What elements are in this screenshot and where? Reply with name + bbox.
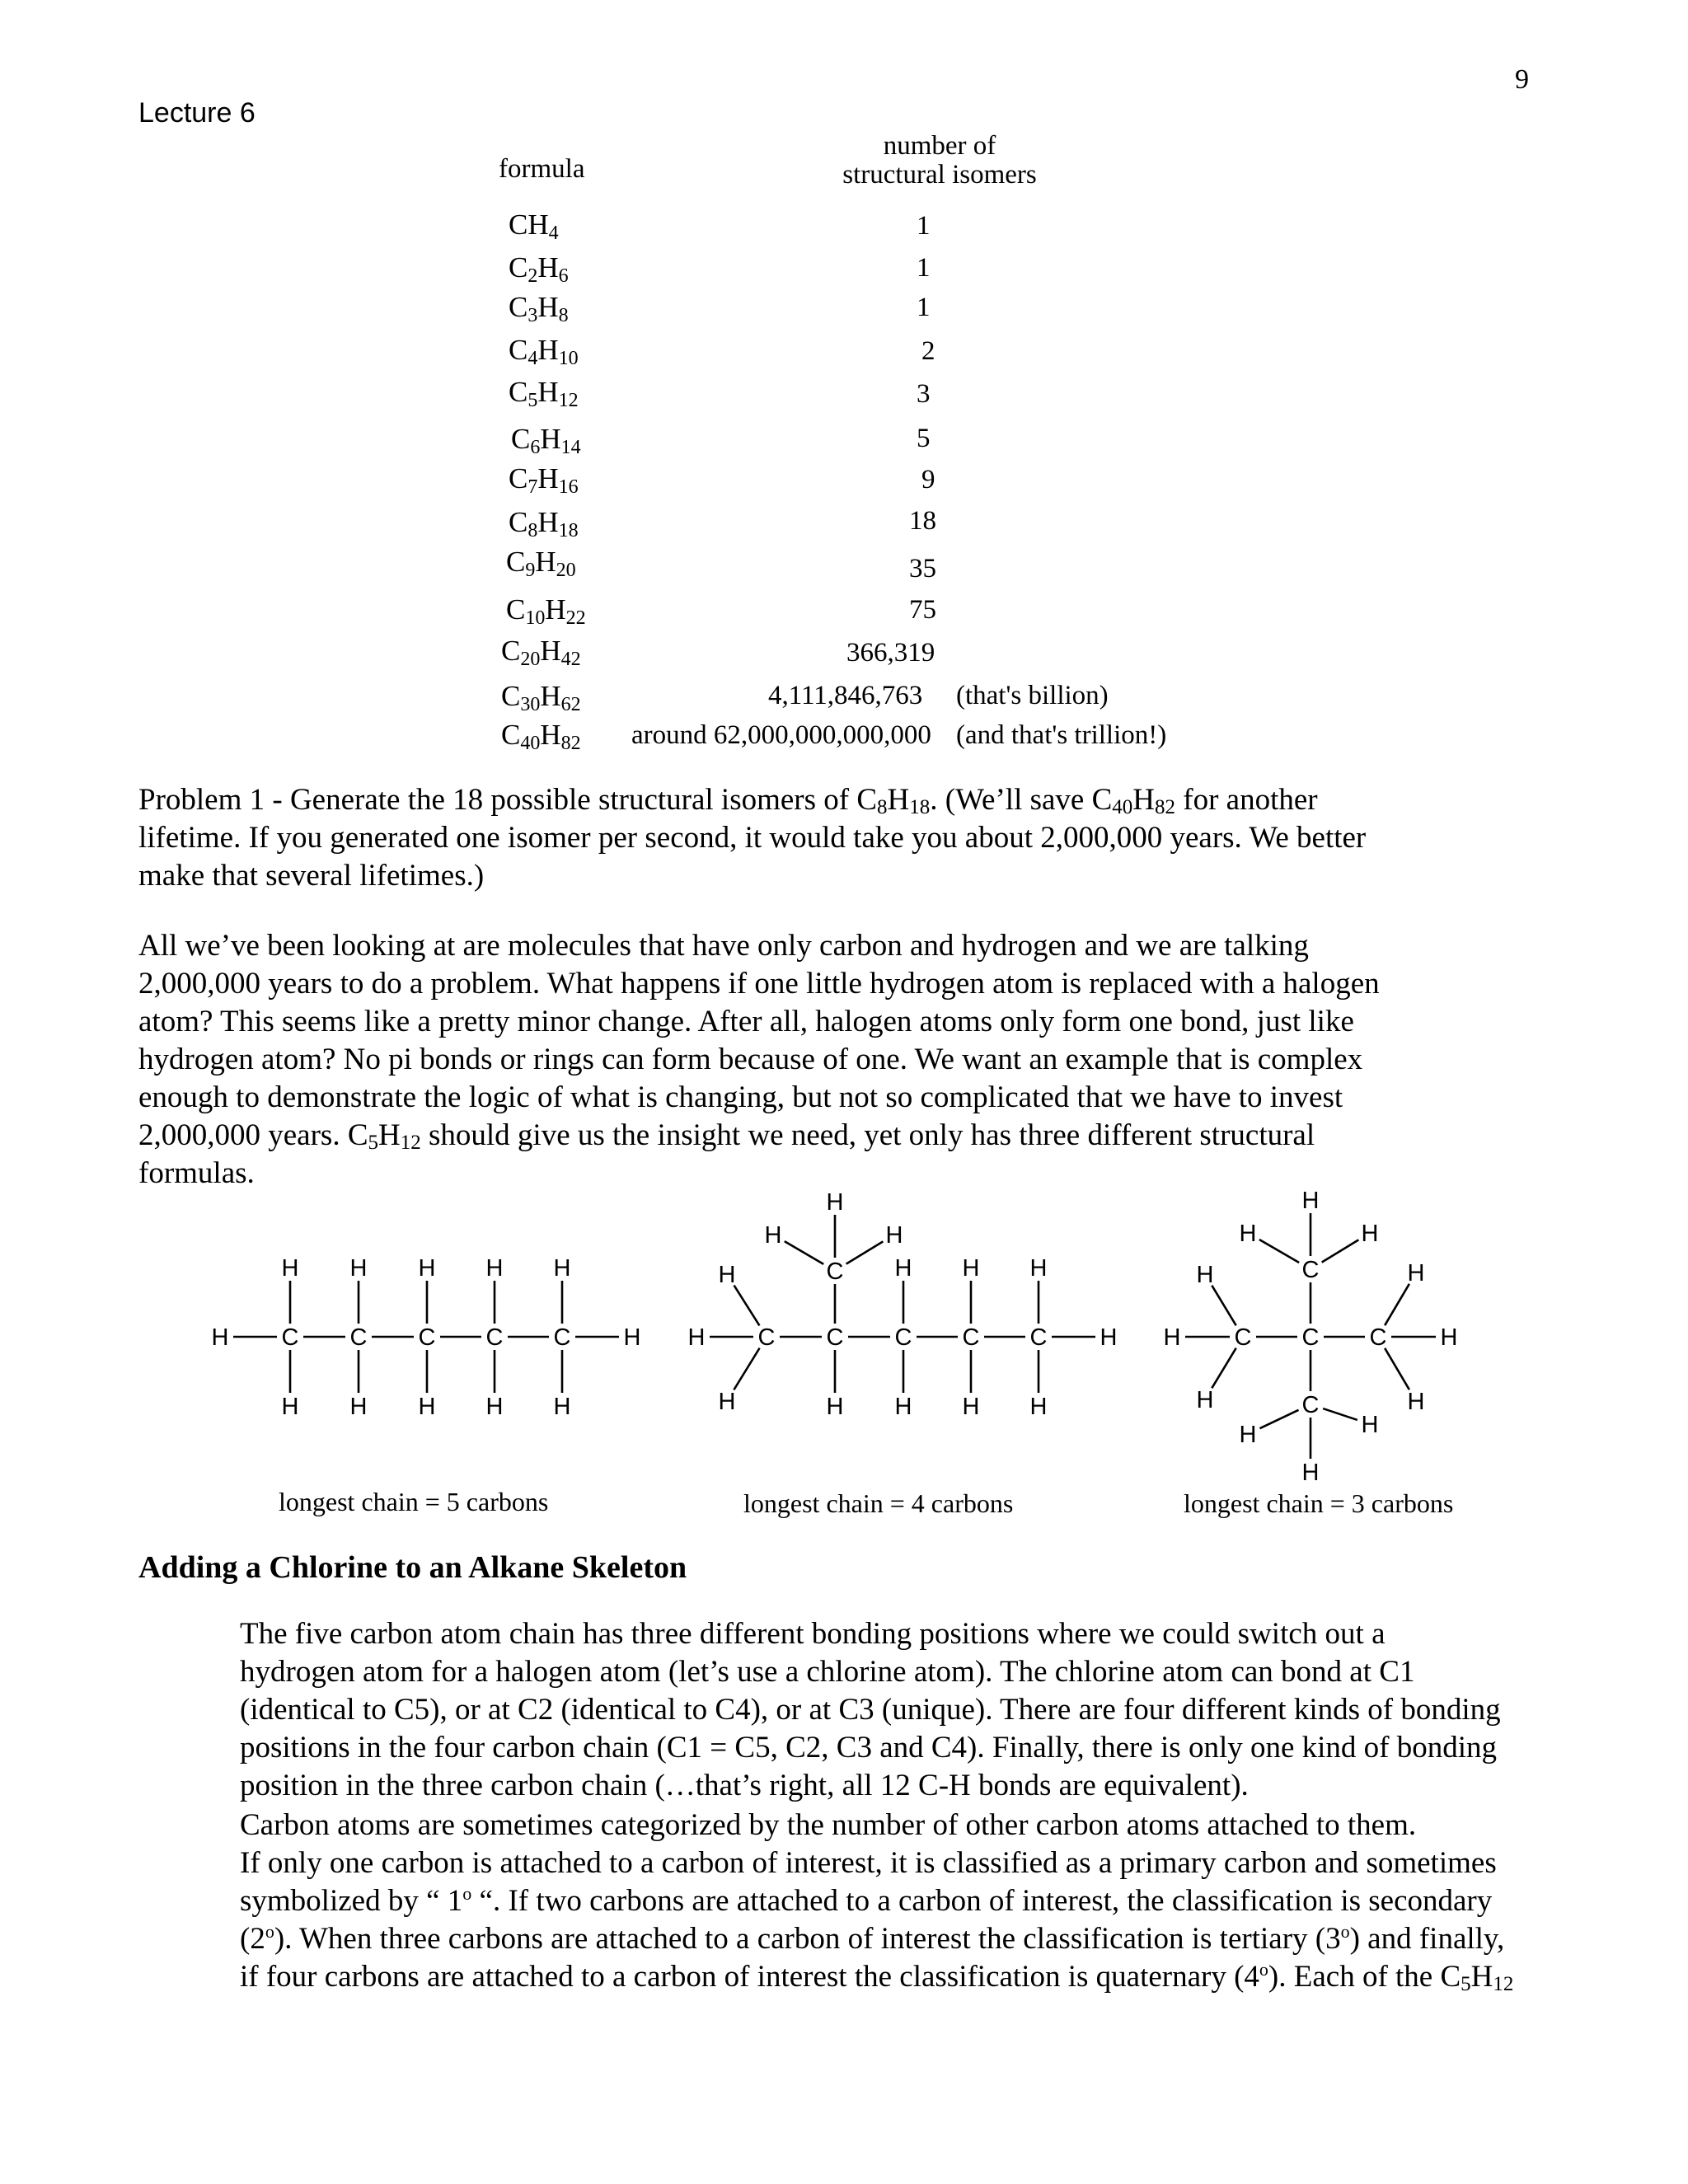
formula-c-subscript: 8: [528, 520, 538, 541]
problem-1-line-3: make that several lifetimes.): [138, 859, 485, 893]
isomer-count: 1: [917, 211, 931, 241]
paragraph-line: enough to demonstrate the logic of what is changing, but not so complicated that we have to invest: [138, 1080, 1343, 1114]
carbon-atom: C: [1301, 1392, 1320, 1418]
formula-c-subscript: 4: [528, 348, 538, 369]
carbon-atom: C: [826, 1324, 844, 1351]
table-header-isomers-line2: structural isomers: [842, 159, 1037, 190]
paragraph-line: hydrogen atom for a halogen atom (let’s use a chlorine atom). The chlorine atom can bond at C1: [240, 1655, 1415, 1689]
formula-cell: [509, 209, 559, 244]
hydrogen-atom: H: [1301, 1188, 1320, 1214]
formula-h-subscript: 42: [560, 649, 581, 670]
formula-c-subscript: 7: [528, 476, 538, 498]
hydrogen-atom: H: [485, 1394, 504, 1420]
hydrogen-atom: H: [718, 1389, 736, 1415]
formula-h-subscript: 22: [565, 607, 586, 629]
isomer-count: 2: [921, 336, 935, 366]
table-header-isomers-line1: number of: [883, 131, 996, 161]
isomer-count: 5: [917, 424, 931, 453]
hydrogen-atom: H: [1239, 1221, 1257, 1247]
formula-carbon: C: [501, 635, 521, 667]
formula-carbon: C: [506, 593, 526, 626]
bond-line: [1212, 1286, 1236, 1326]
carbon-atom: C: [962, 1324, 980, 1351]
bond-line: [785, 1241, 823, 1264]
paragraph-chlorine-positions: [138, 1615, 1531, 1805]
isomer-count: 35: [909, 554, 936, 583]
bond-line: [734, 1286, 760, 1326]
carbon-atom: C: [1369, 1324, 1387, 1351]
formula-h-subscript: 14: [560, 437, 581, 458]
paragraph-line: if four carbons are attached to a carbon of interest the classification is quaternary (4$^o$). Each of the $C_5H_{12}$: [240, 1959, 1514, 1995]
formula-cell: $C_{40}H_{82}$: [501, 719, 581, 754]
hydrogen-atom: H: [1029, 1394, 1048, 1420]
hydrogen-atom: H: [211, 1324, 229, 1351]
paragraph-line: (2$^o$). When three carbons are attached to a carbon of interest the classification is tertiary (3$^o$) and finally,: [240, 1921, 1505, 1956]
formula-h-subscript: 4: [548, 223, 559, 244]
formula-h-subscript: 62: [560, 694, 581, 715]
paragraph-halogen-intro: [138, 927, 1531, 1193]
caption-isopentane: longest chain = 4 carbons: [743, 1488, 1014, 1518]
formula-cell: $C_4H_{10}$: [509, 334, 579, 369]
formula-h-subscript: 82: [560, 733, 581, 754]
hydrogen-atom: H: [349, 1394, 368, 1420]
paragraph-line: hydrogen atom? No pi bonds or rings can form because of one. We want an example that is complex: [138, 1043, 1363, 1076]
bond-line: [1212, 1348, 1236, 1389]
hydrogen-atom: H: [281, 1394, 299, 1420]
carbon-atom: C: [485, 1324, 504, 1351]
lecture-label: Lecture 6: [138, 97, 256, 129]
formula-carbon: C: [509, 462, 528, 494]
paragraph-line: (identical to C5), or at C2 (identical to C4), or at C3 (unique). There are four different kinds of bonding: [240, 1693, 1501, 1727]
carbon-atom: C: [281, 1324, 299, 1351]
formula-cell: $C_6H_{14}$: [511, 423, 581, 458]
isomer-count: 18: [909, 506, 936, 536]
paragraph-line: Carbon atoms are sometimes categorized by the number of other carbon atoms attached to them.: [240, 1808, 1417, 1842]
formula-c-subscript: 9: [525, 560, 536, 581]
hydrogen-atom: H: [1196, 1262, 1214, 1288]
formula-h-subscript: 20: [556, 560, 576, 581]
formula-c-subscript: 2: [528, 265, 538, 287]
paragraph-line: If only one carbon is attached to a carbon of interest, it is classified as a primary carbon and sometimes: [240, 1846, 1497, 1880]
formula-carbon: C: [509, 251, 528, 284]
paragraph-line: atom? This seems like a pretty minor change. After all, halogen atoms only form one bond, just like: [138, 1005, 1354, 1038]
isomer-note: (and that's trillion!): [956, 720, 1167, 750]
isomer-count: 366,319: [846, 638, 935, 668]
hydrogen-atom: H: [623, 1324, 641, 1351]
hydrogen-atom: H: [553, 1394, 571, 1420]
bond-line: [846, 1241, 884, 1263]
bond-line: [1323, 1408, 1357, 1420]
hydrogen-atom: H: [826, 1189, 844, 1216]
formula-h-subscript: 8: [558, 305, 569, 326]
carbon-atom: C: [894, 1324, 912, 1351]
formula-carbon: CH: [509, 209, 549, 241]
formula-cell: $C_7H_{16}$: [509, 462, 579, 498]
hydrogen-atom: H: [418, 1255, 436, 1282]
bond-line: [1322, 1240, 1359, 1262]
formula-carbon: C: [506, 546, 526, 578]
paragraph-line: formulas.: [138, 1156, 255, 1190]
formula-carbon: C: [501, 680, 521, 712]
hydrogen-atom: H: [349, 1255, 368, 1282]
carbon-atom: C: [553, 1324, 571, 1351]
isomer-count: 3: [917, 379, 931, 409]
formula-h-subscript: 18: [558, 520, 579, 541]
paragraph-carbon-classification: [138, 1807, 1531, 1996]
bond-line: [1259, 1410, 1298, 1428]
page-number: 9: [1515, 64, 1529, 95]
formula-cell: $C_9H_{20}$: [506, 546, 576, 581]
formula-cell: $C_5H_{12}$: [509, 376, 579, 411]
hydrogen-atom: H: [826, 1394, 844, 1420]
formula-c-subscript: 30: [520, 694, 541, 715]
structure-neopentane: [1154, 1187, 1484, 1508]
carbon-atom: C: [1029, 1324, 1048, 1351]
hydrogen-atom: H: [1163, 1324, 1181, 1351]
bond-line: [1385, 1348, 1409, 1390]
hydrogen-atom: H: [1239, 1422, 1257, 1448]
isomer-count: around 62,000,000,000,000: [631, 720, 931, 750]
formula-carbon: C: [509, 376, 528, 408]
hydrogen-atom: H: [718, 1262, 736, 1288]
isomer-count: 4,111,846,763: [768, 681, 923, 710]
formula-h-subscript: 12: [558, 390, 579, 411]
paragraph-line: symbolized by “ 1$^o$ “. If two carbons are attached to a carbon of interest, the classification is secondary: [240, 1883, 1493, 1918]
hydrogen-atom: H: [1100, 1324, 1118, 1351]
problem-1-line-2: lifetime. If you generated one isomer per second, it would take you about 2,000,000 years. We better: [138, 821, 1367, 855]
table-header-formula: formula: [499, 154, 585, 184]
hydrogen-atom: H: [885, 1222, 903, 1249]
hydrogen-atom: H: [894, 1394, 912, 1420]
formula-h-subscript: 10: [558, 348, 579, 369]
paragraph-line: positions in the four carbon chain (C1 = C5, C2, C3 and C4). Finally, there is only one kind of bonding: [240, 1731, 1498, 1765]
caption-pentane: longest chain = 5 carbons: [279, 1487, 549, 1516]
paragraph-line: All we’ve been looking at are molecules that have only carbon and hydrogen and we are talking: [138, 929, 1309, 963]
formula-cell: $C_{20}H_{42}$: [501, 635, 581, 670]
carbon-atom: C: [826, 1258, 844, 1285]
hydrogen-atom: H: [553, 1255, 571, 1282]
table-header-isomers: [791, 132, 1088, 189]
formula-c-subscript: 5: [528, 390, 538, 411]
formula-cell: $C_3H_8$: [509, 291, 569, 326]
formula-carbon: C: [509, 291, 528, 323]
hydrogen-atom: H: [1361, 1412, 1379, 1438]
formula-c-subscript: 3: [528, 305, 538, 326]
formula-c-subscript: 20: [520, 649, 541, 670]
hydrogen-atom: H: [962, 1394, 980, 1420]
structure-pentane: [198, 1236, 659, 1434]
isomer-count: 1: [917, 253, 931, 283]
hydrogen-atom: H: [281, 1255, 299, 1282]
formula-cell: $C_{30}H_{62}$: [501, 680, 581, 715]
caption-neopentane: longest chain = 3 carbons: [1184, 1488, 1454, 1518]
problem-1-line-1: Problem 1 - Generate the 18 possible structural isomers of $C_8H_{18}$. (We’ll save $C_{40}H_{82}$ for another: [138, 783, 1318, 818]
formula-c-subscript: 10: [525, 607, 546, 629]
hydrogen-atom: H: [1407, 1389, 1425, 1415]
bond-line: [734, 1348, 759, 1390]
hydrogen-atom: H: [894, 1255, 912, 1282]
structure-isopentane: [676, 1179, 1121, 1442]
paragraph-line: 2,000,000 years to do a problem. What happens if one little hydrogen atom is replaced with a halogen: [138, 967, 1380, 1001]
isomer-count: 75: [909, 595, 936, 625]
formula-carbon: C: [511, 423, 531, 455]
hydrogen-atom: H: [485, 1255, 504, 1282]
formula-c-subscript: 6: [530, 437, 541, 458]
formula-h-subscript: 6: [558, 265, 569, 287]
formula-h-subscript: 16: [558, 476, 579, 498]
carbon-atom: C: [1234, 1324, 1252, 1351]
bond-line: [1259, 1240, 1299, 1263]
isomer-count: 1: [917, 293, 931, 322]
paragraph-line: 2,000,000 years. $C_5H_{12}$ should give us the insight we need, yet only has three different structural: [138, 1118, 1315, 1154]
formula-carbon: C: [501, 719, 521, 751]
paragraph-line: The five carbon atom chain has three different bonding positions where we could switch out a: [240, 1617, 1386, 1651]
hydrogen-atom: H: [962, 1255, 980, 1282]
problem-1: [138, 781, 1531, 895]
carbon-atom: C: [757, 1324, 776, 1351]
formula-cell: $C_{10}H_{22}$: [506, 593, 586, 629]
formula-carbon: C: [509, 334, 528, 366]
paragraph-line: position in the three carbon chain (…that’s right, all 12 C-H bonds are equivalent).: [240, 1769, 1249, 1802]
hydrogen-atom: H: [1407, 1260, 1425, 1286]
hydrogen-atom: H: [1361, 1221, 1379, 1247]
formula-c-subscript: 40: [520, 733, 541, 754]
isomer-note: (that's billion): [956, 681, 1109, 710]
carbon-atom: C: [418, 1324, 436, 1351]
formula-cell: $C_2H_6$: [509, 251, 569, 287]
formula-carbon: C: [509, 506, 528, 538]
hydrogen-atom: H: [1029, 1255, 1048, 1282]
isomer-count: 9: [921, 465, 935, 494]
formula-cell: $C_8H_{18}$: [509, 506, 579, 541]
hydrogen-atom: H: [1301, 1460, 1320, 1486]
hydrogen-atom: H: [764, 1222, 782, 1249]
carbon-atom: C: [1301, 1257, 1320, 1283]
hydrogen-atom: H: [418, 1394, 436, 1420]
section-heading: Adding a Chlorine to an Alkane Skeleton: [138, 1550, 687, 1585]
bond-line: [1385, 1284, 1409, 1325]
hydrogen-atom: H: [687, 1324, 706, 1351]
hydrogen-atom: H: [1440, 1324, 1458, 1351]
hydrogen-atom: H: [1196, 1387, 1214, 1413]
carbon-atom: C: [349, 1324, 368, 1351]
carbon-atom: C: [1301, 1324, 1320, 1351]
